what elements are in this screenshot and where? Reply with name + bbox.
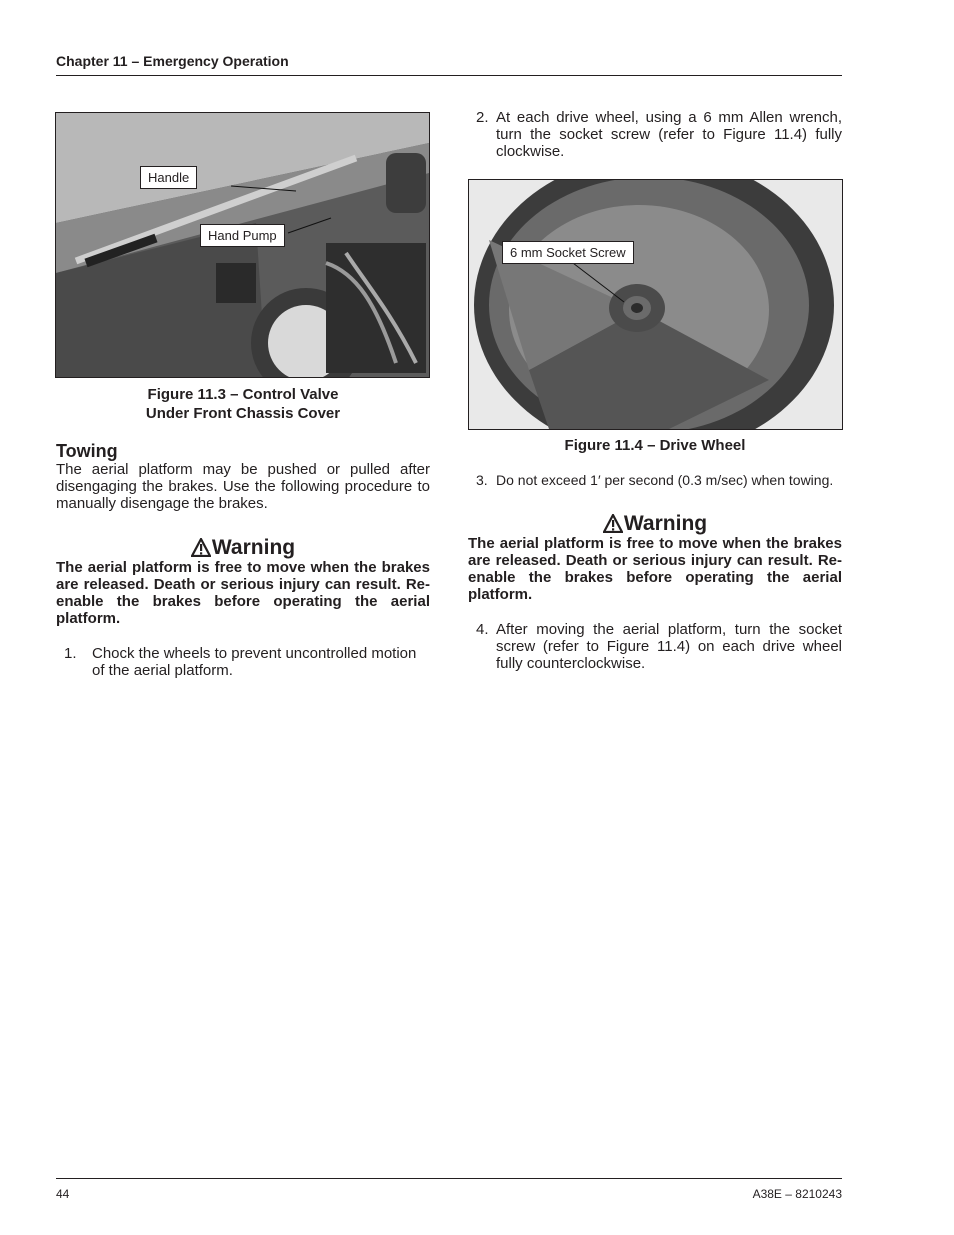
towing-heading: Towing — [56, 441, 118, 461]
step-2-text: At each drive wheel, using a 6 mm Allen wrench, turn the socket screw (refer to Figure 11.4) fully clockwise. — [496, 109, 842, 160]
warning-2-title-text: Warning — [623, 512, 708, 535]
footer-rule — [56, 1178, 842, 1179]
step-4-text: After moving the aerial platform, turn the socket screw (refer to Figure 11.4) on each drive wheel fully counterclockwise. — [496, 621, 842, 672]
callout-handle: Handle — [140, 166, 197, 189]
callout-socket-screw: 6 mm Socket Screw — [502, 241, 634, 264]
warning-triangle-icon — [603, 514, 623, 533]
warning-1-body: The aerial platform is free to move when the brakes are released. Death or serious injury can result. Re-enable the brakes before operating the aerial platform. — [56, 559, 430, 627]
warning-1-title — [56, 536, 430, 560]
step-1-text: Chock the wheels to prevent uncontrolled motion of the aerial platform. — [92, 645, 417, 679]
warning-triangle-icon — [191, 538, 211, 557]
page-number: 44 — [56, 1187, 70, 1201]
step-3-number: 3. — [476, 472, 488, 488]
step-3-text: Do not exceed 1′ per second (0.3 m/sec) when towing. — [496, 472, 834, 488]
document-id: A38E – 8210243 — [752, 1187, 842, 1201]
warning-2-body: The aerial platform is free to move when the brakes are released. Death or serious injury can result. Re-enable the brakes before operating the aerial platform. — [468, 535, 842, 603]
figure-11-4-caption: Figure 11.4 – Drive Wheel — [564, 437, 746, 454]
chapter-title: Chapter 11 – Emergency Operation — [56, 53, 289, 69]
towing-intro: The aerial platform may be pushed or pulled after disengaging the brakes. Use the following procedure to manually disengage the brakes. — [56, 461, 430, 512]
figure-11-3-caption — [56, 385, 430, 423]
figure-11-3-caption-line1: Figure 11.3 – Control Valve — [147, 386, 339, 403]
warning-2-title — [468, 512, 842, 536]
warning-1-title-text: Warning — [211, 536, 296, 559]
figure-11-4-photo — [468, 179, 843, 430]
figure-11-3-caption-line2: Under Front Chassis Cover — [145, 405, 341, 422]
step-2-number: 2. — [476, 109, 489, 126]
header-rule — [56, 75, 842, 76]
step-4-number: 4. — [476, 621, 489, 638]
step-1-number: 1. — [64, 645, 77, 662]
callout-hand-pump: Hand Pump — [200, 224, 285, 247]
